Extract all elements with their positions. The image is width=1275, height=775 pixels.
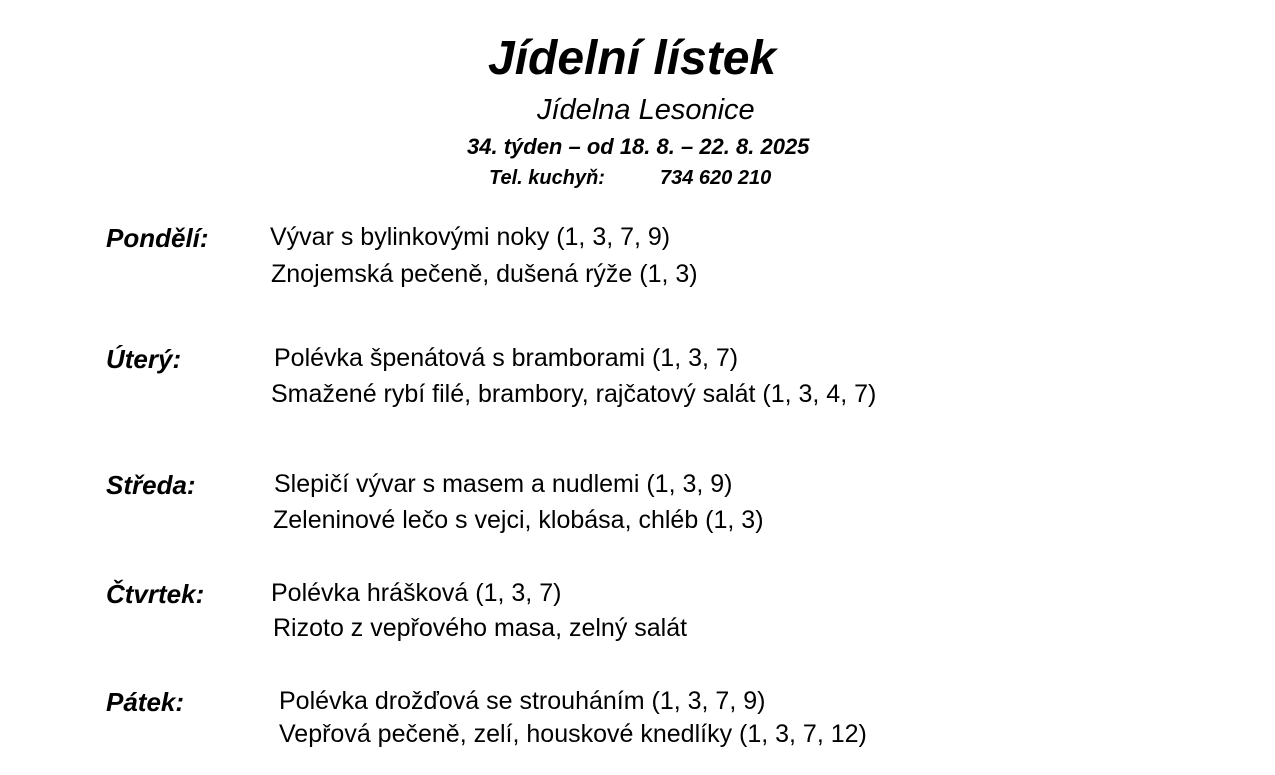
soup-item: Vývar s bylinkovými noky (1, 3, 7, 9) [270, 223, 671, 251]
restaurant-name: Jídelna Lesonice [537, 94, 755, 126]
main-dish-item: Rizoto z vepřového masa, zelný salát [273, 614, 688, 642]
page-title: Jídelní lístek [488, 32, 777, 85]
main-dish-item: Smažené rybí filé, brambory, rajčatový salát (1, 3, 4, 7) [271, 380, 877, 408]
day-name: Středa: [106, 470, 196, 500]
phone-number: 734 620 210 [660, 167, 772, 189]
main-dish-item: Vepřová pečeně, zelí, houskové knedlíky (1, 3, 7, 12) [279, 720, 867, 748]
soup-item: Polévka špenátová s bramborami (1, 3, 7) [274, 344, 739, 372]
phone-label: Tel. kuchyň: [489, 167, 605, 189]
day-name: Čtvrtek: [106, 579, 205, 609]
main-dish-item: Zeleninové lečo s vejci, klobása, chléb (1, 3) [273, 506, 764, 534]
soup-item: Slepičí vývar s masem a nudlemi (1, 3, 9) [274, 470, 733, 498]
day-name: Pondělí: [106, 223, 209, 253]
soup-item: Polévka hrášková (1, 3, 7) [271, 579, 562, 607]
week-range: 34. týden – od 18. 8. – 22. 8. 2025 [467, 134, 810, 159]
soup-item: Polévka drožďová se strouháním (1, 3, 7, 9) [279, 687, 766, 715]
day-name: Úterý: [106, 344, 182, 374]
day-name: Pátek: [106, 687, 185, 717]
main-dish-item: Znojemská pečeně, dušená rýže (1, 3) [271, 260, 698, 288]
